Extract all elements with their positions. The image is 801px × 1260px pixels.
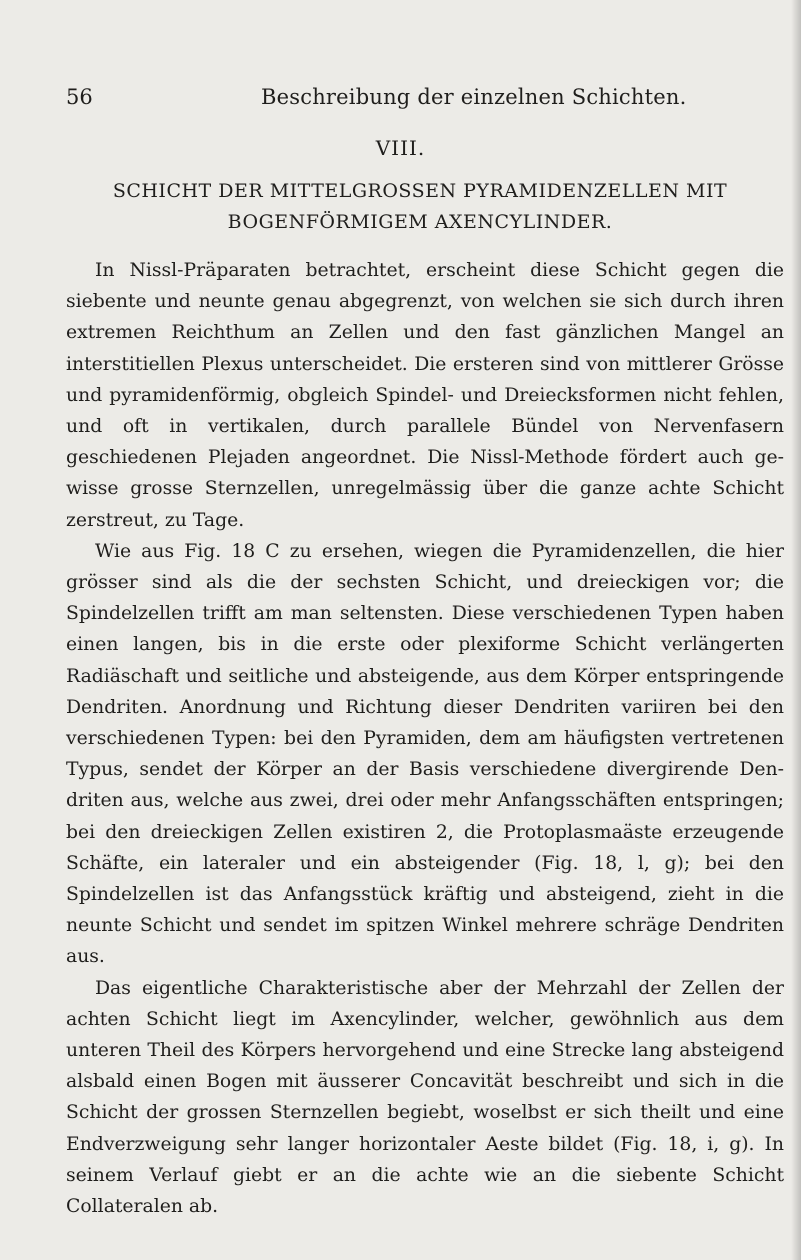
body-text: [66, 255, 784, 1222]
page-number: 56: [66, 85, 93, 109]
running-head: [66, 82, 786, 112]
chapter-title: [90, 176, 750, 238]
section-number: VIII.: [375, 136, 426, 160]
paragraph-2: Wie aus Fig. 18 C zu ersehen, wiegen die Pyramidenzellen, die hier grösser sind als die der sechsten Schicht, und dreieckigen vor; die Spindelzellen trifft am man seltensten. Diese verschiedenen Typen haben einen langen, bis in die erste oder plexiforme Schicht verlängerten Radiäschaft und seitliche und absteigende, aus dem Körper entspringende Dendriten. Anordnung und Richtung dieser Dendriten variiren bei den verschiedenen Typen: bei den Pyramiden, dem am häufigsten vertretenen Typus, sendet der Körper an der Basis verschiedene divergirende Dendriten aus, welche aus zwei, drei oder mehr Anfangsschäften entspringen; bei den dreieckigen Zellen existiren 2, die Protoplasmaäste erzeugende Schäfte, ein lateraler und ein absteigender (Fig. 18, l, g); bei den Spindelzellen ist das Anfangsstück kräftig und absteigend, zieht in die neunte Schicht und sendet im spitzen Winkel mehrere schräge Dendriten aus.: [66, 540, 784, 968]
chapter-title-line-2: BOGENFÖRMIGEM AXENCYLINDER.: [227, 211, 613, 233]
running-title: Beschreibung der einzelnen Schichten.: [261, 85, 687, 109]
paragraph-1: In Nissl-Präparaten betrachtet, erscheint diese Schicht gegen die siebente und neunte genau abgegrenzt, von welchen sie sich durch ihren extremen Reichthum an Zellen und den fast gänzlichen Mangel an interstitiellen Plexus unterscheidet. Die ersteren sind von mittlerer Grösse und pyramidenförmig, obgleich Spindel- und Dreiecksformen nicht fehlen, und oft in vertikalen, durch parallele Bündel von Nervenfasern geschiedenen Plejaden angeordnet. Die Nissl-Methode fördert auch gewisse grosse Sternzellen, unregelmässig über die ganze achte Schicht zerstreut, zu Tage.: [66, 260, 784, 531]
chapter-title-line-1: SCHICHT DER MITTELGROSSEN PYRAMIDENZELLEN MIT: [112, 180, 728, 202]
page-edge-shadow: [791, 0, 801, 1260]
paragraph-3: Das eigentliche Charakteristische aber der Mehrzahl der Zellen der achten Schicht liegt im Axencylinder, welcher, gewöhnlich aus dem unteren Theil des Körpers hervorgehend und eine Strecke lang absteigend alsbald einen Bogen mit äusserer Concavität beschreibt und sich in die Schicht der grossen Sternzellen begiebt, woselbst er sich theilt und eine Endverzweigung sehr langer horizontaler Aeste bildet (Fig. 18, i, g). In seinem Verlauf giebt er an die achte wie an die siebente Schicht Collateralen ab.: [66, 977, 784, 1218]
